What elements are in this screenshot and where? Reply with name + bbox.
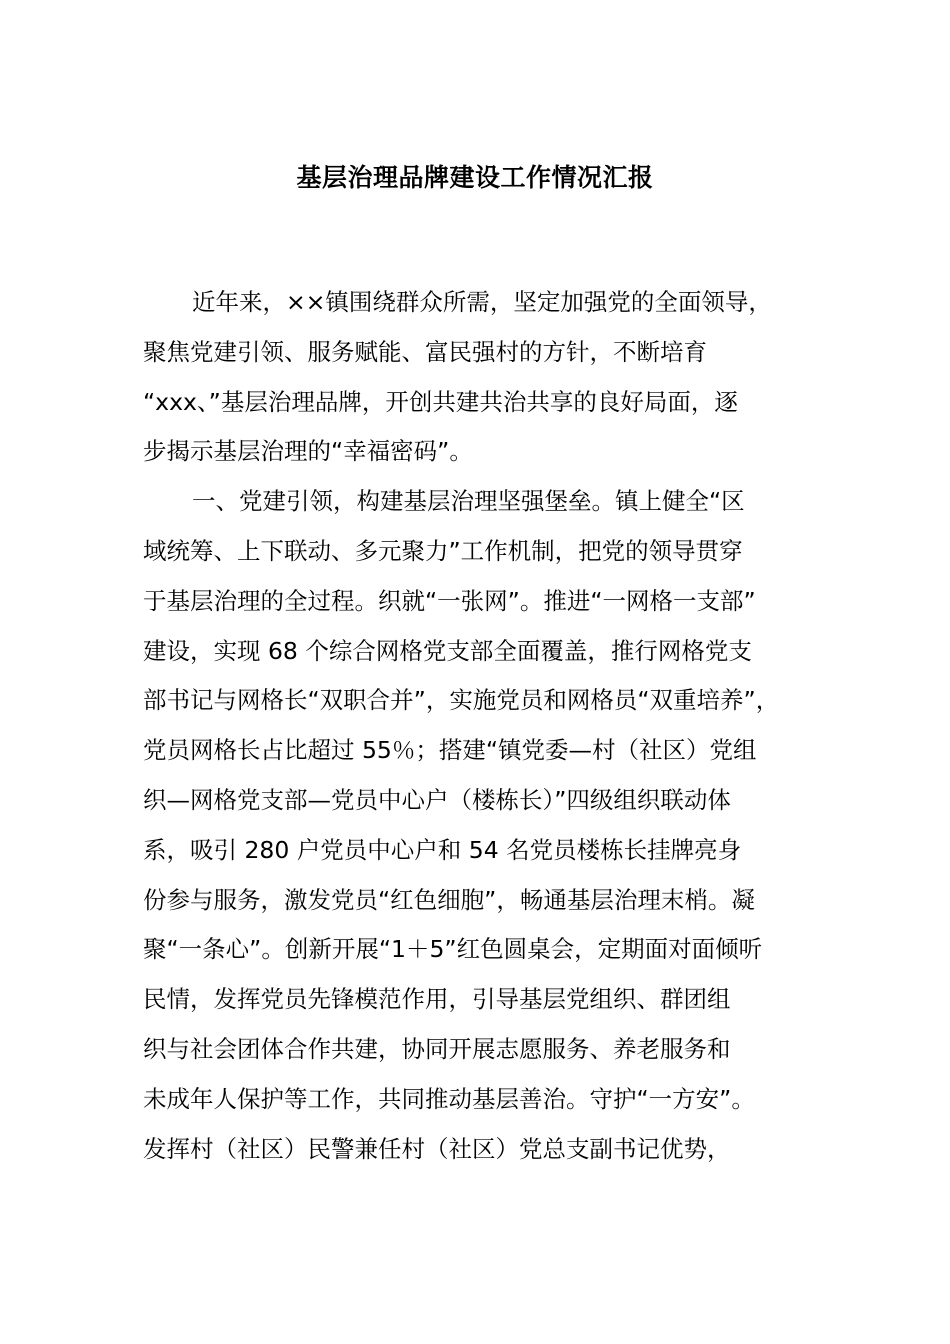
body-line: 建设，实现 68 个综合网格党支部全面覆盖，推行网格党支	[143, 636, 752, 665]
body-line: 聚焦党建引领、服务赋能、富民强村的方针，不断培育	[143, 337, 707, 366]
body-line: 聚“一条心”。创新开展“1＋5”红色圆桌会，定期面对面倾听	[143, 935, 763, 964]
document-title: 基层治理品牌建设工作情况汇报	[296, 163, 654, 192]
document-body	[143, 278, 833, 1174]
body-line: 织与社会团体合作共建，协同开展志愿服务、养老服务和	[143, 1034, 731, 1063]
body-line: 步揭示基层治理的“幸福密码”。	[143, 437, 473, 466]
body-line: “xxx、”基层治理品牌，开创共建共治共享的良好局面，逐	[143, 387, 738, 416]
body-line: 份参与服务，激发党员“红色细胞”，畅通基层治理末梢。凝	[143, 885, 755, 914]
body-line: 域统筹、上下联动、多元聚力”工作机制，把党的领导贯穿	[143, 536, 743, 565]
body-line: 民情，发挥党员先锋模范作用，引导基层党组织、群团组	[143, 985, 731, 1014]
body-line: 织—网格党支部—党员中心户（楼栋长）”四级组织联动体	[143, 785, 731, 814]
body-line: 近年来，××镇围绕群众所需，坚定加强党的全面领导，	[192, 288, 772, 316]
body-line: 党员网格长占比超过 55％；搭建“镇党委—村（社区）党组	[143, 736, 757, 765]
body-line: 部书记与网格长“双职合并”，实施党员和网格员“双重培养”，	[143, 686, 780, 715]
body-line: 系，吸引 280 户党员中心户和 54 名党员楼栋长挂牌亮身	[143, 835, 742, 864]
body-line: 未成年人保护等工作，共同推动基层善治。守护“一方安”。	[143, 1084, 755, 1113]
body-line: 于基层治理的全过程。织就“一张网”。推进“一网格一支部”	[143, 586, 756, 615]
body-line: 发挥村（社区）民警兼任村（社区）党总支副书记优势，	[143, 1134, 731, 1163]
body-line: 一、党建引领，构建基层治理坚强堡垒。镇上健全“区	[192, 487, 745, 516]
